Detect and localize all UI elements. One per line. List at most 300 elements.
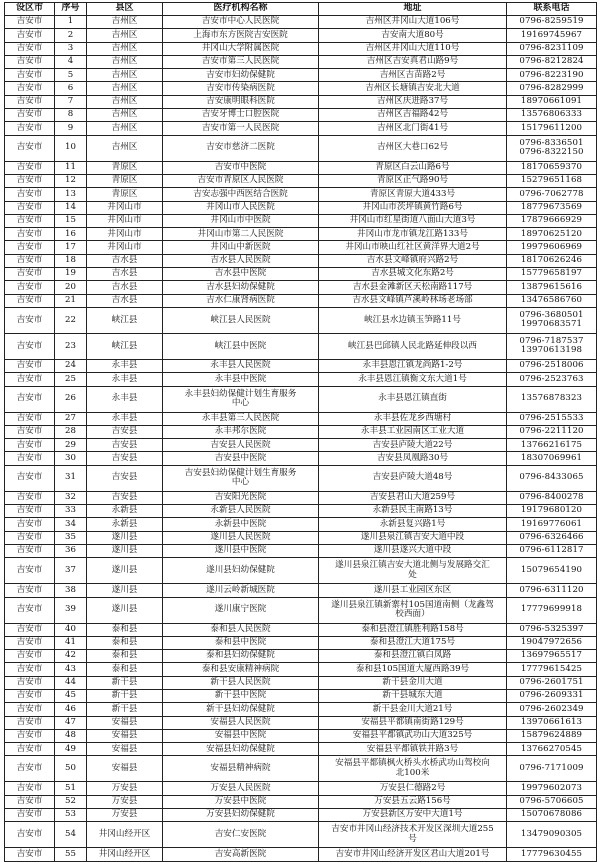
table-row	[5, 663, 597, 676]
table-row	[5, 452, 597, 465]
cell-phone: 13576878323	[507, 386, 597, 412]
cell-institution: 遂川县人民医院	[163, 531, 319, 544]
cell-phone: 0796-8336501 0796-8322150	[507, 135, 597, 161]
cell-city: 吉安市	[5, 491, 55, 504]
cell-city: 吉安市	[5, 307, 55, 333]
cell-city: 吉安市	[5, 373, 55, 386]
cell-institution: 泰和县人民医院	[163, 623, 319, 636]
cell-county: 吉州区	[87, 95, 163, 108]
cell-phone: 19179680120	[507, 505, 597, 518]
cell-phone: 17779615425	[507, 663, 597, 676]
table-row	[5, 122, 597, 135]
cell-institution: 吉安市第一人民医院	[163, 122, 319, 135]
cell-city: 吉安市	[5, 174, 55, 187]
cell-city: 吉安市	[5, 109, 55, 122]
cell-county: 永新县	[87, 518, 163, 531]
cell-county: 吉水县	[87, 268, 163, 281]
cell-county: 青原区	[87, 188, 163, 201]
cell-county: 安福县	[87, 756, 163, 782]
cell-phone: 0796-6311120	[507, 584, 597, 597]
cell-county: 青原区	[87, 174, 163, 187]
header-number: 序号	[55, 3, 87, 16]
cell-number: 45	[55, 689, 87, 702]
table-row	[5, 135, 597, 161]
cell-address: 安福县平都镇武功山大道325号	[319, 729, 507, 742]
cell-county: 井冈山市	[87, 241, 163, 254]
cell-county: 井冈山市	[87, 228, 163, 241]
cell-county: 遂川县	[87, 544, 163, 557]
cell-address: 安福县平都镇南街路129号	[319, 716, 507, 729]
cell-institution: 井冈山市人民医院	[163, 201, 319, 214]
cell-phone: 19979606969	[507, 241, 597, 254]
cell-county: 吉水县	[87, 254, 163, 267]
cell-address: 万安县五云路156号	[319, 795, 507, 808]
cell-address: 万安县仁德路2号	[319, 782, 507, 795]
cell-city: 吉安市	[5, 822, 55, 848]
cell-county: 井冈山市	[87, 214, 163, 227]
cell-city: 吉安市	[5, 386, 55, 412]
cell-institution: 万安县妇幼保健院	[163, 809, 319, 822]
cell-phone: 13879615616	[507, 281, 597, 294]
cell-address: 井冈山市茨坪镇黄竹路6号	[319, 201, 507, 214]
cell-number: 19	[55, 268, 87, 281]
cell-institution: 安福县人民医院	[163, 716, 319, 729]
cell-county: 吉安县	[87, 465, 163, 491]
cell-institution: 吉水县中医院	[163, 268, 319, 281]
header-institution: 医疗机构名称	[163, 3, 319, 16]
cell-number: 3	[55, 42, 87, 55]
cell-city: 吉安市	[5, 214, 55, 227]
cell-address: 吉水县金滩新区天松南路117号	[319, 281, 507, 294]
table-row	[5, 676, 597, 689]
cell-number: 18	[55, 254, 87, 267]
cell-address: 吉安县庐陵大道22号	[319, 439, 507, 452]
cell-number: 34	[55, 518, 87, 531]
cell-institution: 永丰县妇幼保健计划生育服务 中心	[163, 386, 319, 412]
table-row	[5, 373, 597, 386]
cell-city: 吉安市	[5, 29, 55, 42]
cell-address: 井冈山市映山红社区黄洋界大道2号	[319, 241, 507, 254]
table-row	[5, 359, 597, 372]
cell-county: 井冈山经开区	[87, 822, 163, 848]
cell-city: 吉安市	[5, 636, 55, 649]
cell-phone: 0796-8223190	[507, 69, 597, 82]
cell-institution: 吉安牙博士口腔医院	[163, 109, 319, 122]
cell-phone: 0796-7171009	[507, 756, 597, 782]
cell-county: 吉安县	[87, 491, 163, 504]
cell-institution: 永丰邦尔医院	[163, 425, 319, 438]
table-row	[5, 703, 597, 716]
cell-address: 吉安市井冈山经济技术开发区深圳大道255 号	[319, 822, 507, 848]
cell-phone: 18779673569	[507, 201, 597, 214]
header-address: 地址	[319, 3, 507, 16]
table-row	[5, 254, 597, 267]
cell-institution: 吉安志强中西医结合医院	[163, 188, 319, 201]
cell-number: 15	[55, 214, 87, 227]
cell-institution: 吉安市妇幼保健院	[163, 69, 319, 82]
cell-phone: 0796-2211120	[507, 425, 597, 438]
cell-address: 吉安县君山大道259号	[319, 491, 507, 504]
cell-institution: 遂川县中医院	[163, 544, 319, 557]
cell-number: 10	[55, 135, 87, 161]
table-row	[5, 69, 597, 82]
cell-county: 永丰县	[87, 359, 163, 372]
cell-institution: 吉安市中医院	[163, 161, 319, 174]
cell-institution: 峡江县人民医院	[163, 307, 319, 333]
cell-phone: 0796-5706605	[507, 795, 597, 808]
table-header-row	[5, 3, 597, 16]
cell-address: 吉安县凤凰路30号	[319, 452, 507, 465]
cell-address: 吉安南大道80号	[319, 29, 507, 42]
cell-city: 吉安市	[5, 333, 55, 359]
cell-phone: 13697965517	[507, 650, 597, 663]
cell-number: 14	[55, 201, 87, 214]
cell-number: 29	[55, 439, 87, 452]
cell-institution: 万安县中医院	[163, 795, 319, 808]
table-row	[5, 822, 597, 848]
cell-institution: 永新县中医院	[163, 518, 319, 531]
cell-institution: 井冈山市第二人民医院	[163, 228, 319, 241]
cell-number: 48	[55, 729, 87, 742]
table-row	[5, 544, 597, 557]
cell-county: 吉安县	[87, 439, 163, 452]
cell-number: 38	[55, 584, 87, 597]
cell-address: 吉州区井冈山大道110号	[319, 42, 507, 55]
cell-institution: 泰和县妇幼保健院	[163, 650, 319, 663]
cell-institution: 永丰县第三人民医院	[163, 412, 319, 425]
cell-phone: 15279651168	[507, 174, 597, 187]
cell-institution: 井冈山市中医院	[163, 214, 319, 227]
cell-address: 遂川县泉江镇新寨村105国道南侧（龙鑫驾 校西面）	[319, 597, 507, 623]
cell-number: 49	[55, 743, 87, 756]
cell-city: 吉安市	[5, 95, 55, 108]
cell-county: 安福县	[87, 743, 163, 756]
cell-county: 万安县	[87, 782, 163, 795]
cell-phone: 19169745967	[507, 29, 597, 42]
cell-number: 35	[55, 531, 87, 544]
table-row	[5, 597, 597, 623]
cell-institution: 新干县中医院	[163, 689, 319, 702]
table-row	[5, 268, 597, 281]
cell-address: 新干县金川大道	[319, 676, 507, 689]
cell-address: 吉州区庆进路37号	[319, 95, 507, 108]
cell-address: 安福县平都镇铁井路3号	[319, 743, 507, 756]
cell-county: 安福县	[87, 729, 163, 742]
cell-institution: 吉安市传染病医院	[163, 82, 319, 95]
cell-city: 吉安市	[5, 82, 55, 95]
cell-address: 青原区正气路90号	[319, 174, 507, 187]
cell-number: 51	[55, 782, 87, 795]
cell-city: 吉安市	[5, 531, 55, 544]
cell-address: 吉州区井冈山大道106号	[319, 16, 507, 29]
table-body	[5, 16, 597, 862]
cell-number: 2	[55, 29, 87, 42]
cell-institution: 万安县人民医院	[163, 782, 319, 795]
cell-city: 吉安市	[5, 505, 55, 518]
cell-city: 吉安市	[5, 716, 55, 729]
cell-city: 吉安市	[5, 743, 55, 756]
cell-county: 吉州区	[87, 82, 163, 95]
cell-county: 吉州区	[87, 109, 163, 122]
table-row	[5, 558, 597, 584]
table-row	[5, 307, 597, 333]
cell-number: 36	[55, 544, 87, 557]
cell-county: 吉州区	[87, 122, 163, 135]
cell-address: 永丰县恩江镇直街	[319, 386, 507, 412]
cell-address: 吉州区吉苗路2号	[319, 69, 507, 82]
cell-city: 吉安市	[5, 69, 55, 82]
cell-number: 55	[55, 848, 87, 861]
cell-county: 泰和县	[87, 636, 163, 649]
cell-county: 遂川县	[87, 584, 163, 597]
cell-city: 吉安市	[5, 201, 55, 214]
cell-institution: 安福县中医院	[163, 729, 319, 742]
cell-address: 万安县新区万安中大道1号	[319, 809, 507, 822]
cell-number: 47	[55, 716, 87, 729]
cell-city: 吉安市	[5, 623, 55, 636]
cell-address: 吉州区长塘镇吉安北大道	[319, 82, 507, 95]
cell-address: 峡江县巴邱镇人民北路延伸段以西	[319, 333, 507, 359]
table-row	[5, 228, 597, 241]
table-row	[5, 782, 597, 795]
table-row	[5, 82, 597, 95]
table-row	[5, 439, 597, 452]
cell-institution: 吉安康明眼科医院	[163, 95, 319, 108]
cell-city: 吉安市	[5, 439, 55, 452]
cell-institution: 新干县人民医院	[163, 676, 319, 689]
cell-address: 永丰县恩江镇龙尚路1-2号	[319, 359, 507, 372]
cell-address: 永新县民主南路13号	[319, 505, 507, 518]
cell-phone: 19047972656	[507, 636, 597, 649]
cell-address: 永新县复兴路1号	[319, 518, 507, 531]
cell-city: 吉安市	[5, 188, 55, 201]
cell-phone: 15070678086	[507, 809, 597, 822]
cell-city: 吉安市	[5, 663, 55, 676]
cell-city: 吉安市	[5, 795, 55, 808]
cell-institution: 吉水仁康肾病医院	[163, 294, 319, 307]
cell-number: 17	[55, 241, 87, 254]
cell-county: 吉州区	[87, 55, 163, 68]
cell-phone: 13766216175	[507, 439, 597, 452]
table-row	[5, 161, 597, 174]
cell-number: 9	[55, 122, 87, 135]
cell-county: 遂川县	[87, 597, 163, 623]
cell-number: 52	[55, 795, 87, 808]
cell-address: 泰和县澄江镇胜利路158号	[319, 623, 507, 636]
table-row	[5, 809, 597, 822]
cell-institution: 井冈山大学附属医院	[163, 42, 319, 55]
cell-city: 吉安市	[5, 756, 55, 782]
table-row	[5, 756, 597, 782]
table-row	[5, 16, 597, 29]
cell-institution: 井冈山中新医院	[163, 241, 319, 254]
cell-county: 安福县	[87, 716, 163, 729]
cell-address: 遂川县泉江镇吉安大道中段	[319, 531, 507, 544]
cell-phone: 0796-8282999	[507, 82, 597, 95]
cell-city: 吉安市	[5, 268, 55, 281]
table-row	[5, 689, 597, 702]
cell-city: 吉安市	[5, 161, 55, 174]
cell-city: 吉安市	[5, 465, 55, 491]
cell-phone: 13766270545	[507, 743, 597, 756]
cell-city: 吉安市	[5, 122, 55, 135]
table-row	[5, 109, 597, 122]
cell-address: 遂川县泉江镇吉安大道北侧与发展路交汇 处	[319, 558, 507, 584]
cell-number: 1	[55, 16, 87, 29]
cell-address: 青原区白云山路6号	[319, 161, 507, 174]
cell-city: 吉安市	[5, 135, 55, 161]
cell-city: 吉安市	[5, 228, 55, 241]
cell-city: 吉安市	[5, 294, 55, 307]
cell-address: 青原区青原大道433号	[319, 188, 507, 201]
cell-county: 万安县	[87, 809, 163, 822]
cell-number: 26	[55, 386, 87, 412]
cell-institution: 吉安县人民医院	[163, 439, 319, 452]
cell-number: 32	[55, 491, 87, 504]
cell-institution: 永丰县中医院	[163, 373, 319, 386]
cell-county: 万安县	[87, 795, 163, 808]
cell-number: 20	[55, 281, 87, 294]
cell-phone: 0796-7062778	[507, 188, 597, 201]
cell-county: 永新县	[87, 505, 163, 518]
cell-phone: 0796-8259519	[507, 16, 597, 29]
cell-phone: 13479090305	[507, 822, 597, 848]
table-row	[5, 491, 597, 504]
cell-county: 吉水县	[87, 281, 163, 294]
table-row	[5, 465, 597, 491]
cell-number: 25	[55, 373, 87, 386]
cell-county: 新干县	[87, 676, 163, 689]
table-row	[5, 333, 597, 359]
cell-phone: 17879666929	[507, 214, 597, 227]
cell-county: 吉州区	[87, 16, 163, 29]
cell-city: 吉安市	[5, 452, 55, 465]
header-city: 设区市	[5, 3, 55, 16]
cell-institution: 吉安市第三人民医院	[163, 55, 319, 68]
cell-phone: 18970625120	[507, 228, 597, 241]
table-row	[5, 95, 597, 108]
cell-phone: 19169776061	[507, 518, 597, 531]
table-row	[5, 623, 597, 636]
cell-county: 永丰县	[87, 412, 163, 425]
header-phone: 联系电话	[507, 3, 597, 16]
table-row	[5, 201, 597, 214]
cell-city: 吉安市	[5, 16, 55, 29]
cell-number: 44	[55, 676, 87, 689]
cell-institution: 吉安县妇幼保健计划生育服务 中心	[163, 465, 319, 491]
cell-phone: 13576806333	[507, 109, 597, 122]
cell-county: 新干县	[87, 689, 163, 702]
cell-city: 吉安市	[5, 689, 55, 702]
cell-city: 吉安市	[5, 241, 55, 254]
cell-institution: 吉安仁安医院	[163, 822, 319, 848]
cell-address: 泰和县澄江镇白凤路	[319, 650, 507, 663]
table-row	[5, 29, 597, 42]
cell-phone: 19979602073	[507, 782, 597, 795]
cell-address: 永丰县恩江镇衡文东大道1号	[319, 373, 507, 386]
cell-number: 31	[55, 465, 87, 491]
table-row	[5, 425, 597, 438]
cell-address: 吉安县庐陵大道48号	[319, 465, 507, 491]
table-row	[5, 729, 597, 742]
table-row	[5, 584, 597, 597]
cell-city: 吉安市	[5, 782, 55, 795]
cell-address: 遂川县工业园区东区	[319, 584, 507, 597]
cell-county: 吉安县	[87, 425, 163, 438]
cell-phone: 0796-2601751	[507, 676, 597, 689]
cell-county: 吉安县	[87, 452, 163, 465]
cell-city: 吉安市	[5, 281, 55, 294]
cell-institution: 吉安高新医院	[163, 848, 319, 861]
cell-phone: 15879624889	[507, 729, 597, 742]
cell-phone: 18170659370	[507, 161, 597, 174]
cell-institution: 遂川云岭新城医院	[163, 584, 319, 597]
cell-phone: 0796-2518006	[507, 359, 597, 372]
cell-phone: 0796-2515533	[507, 412, 597, 425]
cell-number: 30	[55, 452, 87, 465]
cell-city: 吉安市	[5, 676, 55, 689]
cell-phone: 15179611200	[507, 122, 597, 135]
cell-number: 50	[55, 756, 87, 782]
table-row	[5, 294, 597, 307]
cell-phone: 0796-2609331	[507, 689, 597, 702]
table-row	[5, 531, 597, 544]
cell-address: 吉安市井冈山经济开发区君山大道201号	[319, 848, 507, 861]
cell-address: 吉州区吉福路42号	[319, 109, 507, 122]
cell-phone: 0796-5325397	[507, 623, 597, 636]
cell-number: 41	[55, 636, 87, 649]
cell-phone: 18170626246	[507, 254, 597, 267]
table-row	[5, 636, 597, 649]
cell-phone: 0796-2523763	[507, 373, 597, 386]
cell-institution: 泰和县中医院	[163, 636, 319, 649]
cell-county: 遂川县	[87, 558, 163, 584]
table-row	[5, 241, 597, 254]
table-row	[5, 650, 597, 663]
cell-institution: 上海市东方医院吉安医院	[163, 29, 319, 42]
table-row	[5, 848, 597, 861]
cell-number: 23	[55, 333, 87, 359]
cell-phone: 0796-6112817	[507, 544, 597, 557]
cell-institution: 吉安市慈济二医院	[163, 135, 319, 161]
cell-number: 40	[55, 623, 87, 636]
table-row	[5, 518, 597, 531]
cell-county: 永丰县	[87, 386, 163, 412]
cell-address: 吉州区北门街41号	[319, 122, 507, 135]
cell-institution: 吉水县妇幼保健院	[163, 281, 319, 294]
table-row	[5, 281, 597, 294]
table-row	[5, 55, 597, 68]
cell-city: 吉安市	[5, 584, 55, 597]
cell-phone: 0796-8231109	[507, 42, 597, 55]
cell-number: 6	[55, 82, 87, 95]
cell-phone: 17779630455	[507, 848, 597, 861]
table-row	[5, 42, 597, 55]
cell-county: 泰和县	[87, 623, 163, 636]
cell-number: 27	[55, 412, 87, 425]
cell-address: 泰和县澄江大道175号	[319, 636, 507, 649]
cell-number: 42	[55, 650, 87, 663]
cell-institution: 吉安市中心人民医院	[163, 16, 319, 29]
cell-county: 遂川县	[87, 531, 163, 544]
cell-county: 泰和县	[87, 650, 163, 663]
cell-phone: 13476586760	[507, 294, 597, 307]
cell-phone: 13970661613	[507, 716, 597, 729]
cell-city: 吉安市	[5, 809, 55, 822]
cell-institution: 遂川县妇幼保健院	[163, 558, 319, 584]
table-row	[5, 214, 597, 227]
cell-county: 泰和县	[87, 663, 163, 676]
